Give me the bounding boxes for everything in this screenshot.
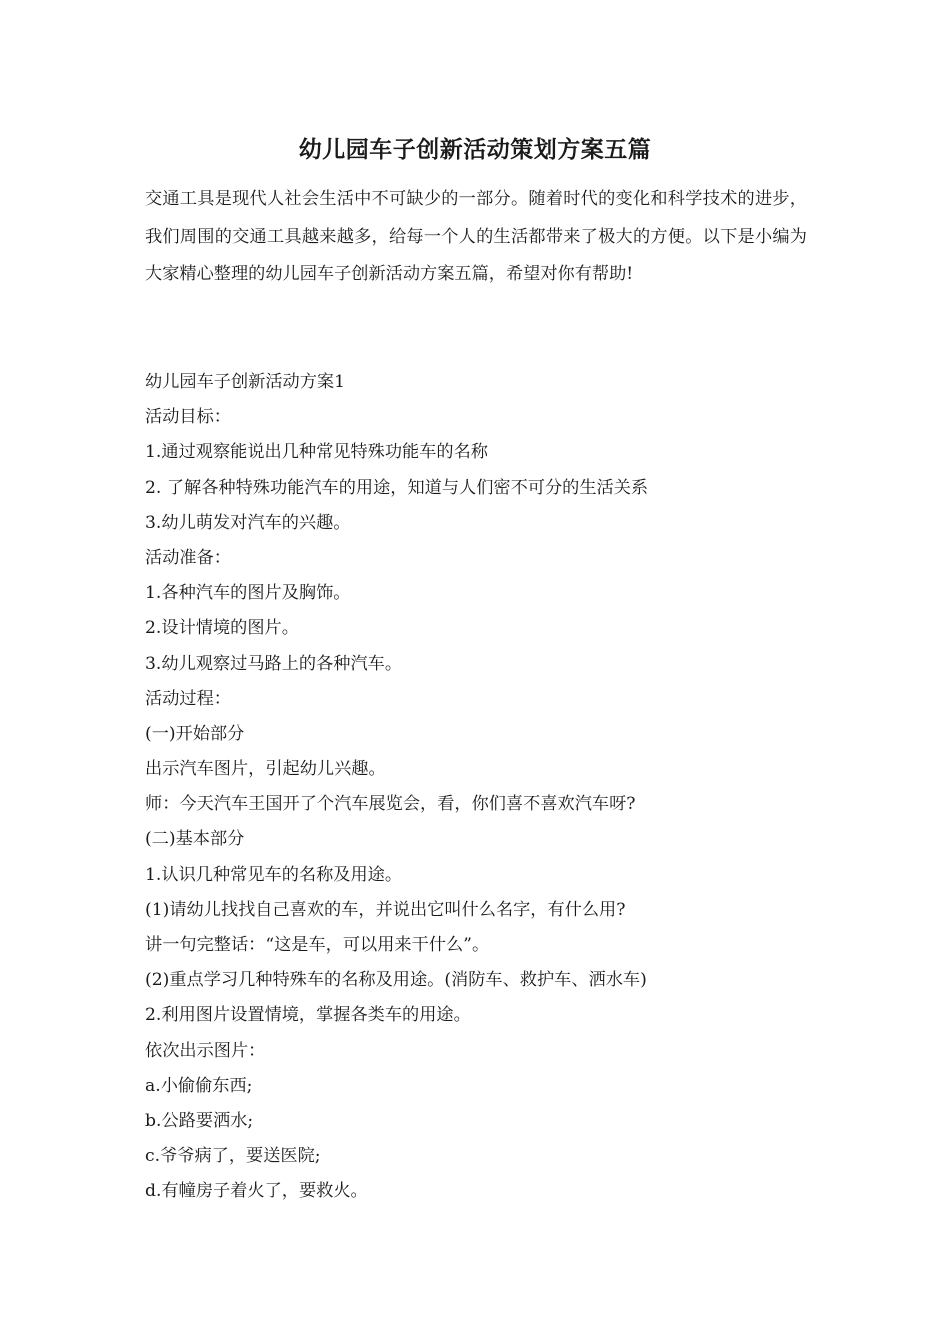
goals-heading: 活动目标： bbox=[145, 407, 231, 428]
text-line: c.爷爷病了，要送医院; bbox=[145, 1146, 321, 1167]
text-line: 1.认识几种常见车的名称及用途。 bbox=[145, 864, 403, 885]
text-line: 依次出示图片： bbox=[145, 1040, 266, 1061]
text-line: 2. 了解各种特殊功能汽车的用途，知道与人们密不可分的生活关系 bbox=[145, 477, 649, 498]
text-line: d.有幢房子着火了，要救火。 bbox=[145, 1181, 368, 1202]
text-line: a.小偷偷东西; bbox=[145, 1075, 253, 1096]
text-line: b.公路要洒水; bbox=[145, 1110, 254, 1131]
text-line: 2.设计情境的图片。 bbox=[145, 618, 299, 639]
text-line: 1.通过观察能说出几种常见特殊功能车的名称 bbox=[145, 442, 488, 463]
document-title: 幼儿园车子创新活动策划方案五篇 bbox=[298, 136, 652, 163]
text-line: 师：今天汽车王国开了个汽车展览会，看，你们喜不喜欢汽车呀? bbox=[145, 794, 636, 815]
process-heading: 活动过程： bbox=[145, 688, 231, 709]
subsection-heading: (一)开始部分 bbox=[145, 723, 245, 744]
text-line: 2.利用图片设置情境，掌握各类车的用途。 bbox=[145, 1005, 471, 1026]
document-body bbox=[145, 365, 807, 1210]
text-line: 3.幼儿萌发对汽车的兴趣。 bbox=[145, 512, 351, 533]
text-line: 出示汽车图片，引起幼儿兴趣。 bbox=[145, 759, 386, 780]
text-line: (2)重点学习几种特殊车的名称及用途。(消防车、救护车、洒水车) bbox=[145, 970, 647, 991]
text-line: 1.各种汽车的图片及胸饰。 bbox=[145, 583, 351, 604]
section-heading: 幼儿园车子创新活动方案1 bbox=[145, 372, 345, 392]
subsection-heading: (二)基本部分 bbox=[145, 829, 245, 850]
text-line: (1)请幼儿找找自己喜欢的车，并说出它叫什么名字，有什么用? bbox=[145, 899, 626, 920]
text-line: 讲一句完整话：“这是车，可以用来干什么”。 bbox=[145, 935, 490, 955]
text-line: 3.幼儿观察过马路上的各种汽车。 bbox=[145, 653, 403, 674]
intro-paragraph: 交通工具是现代人社会生活中不可缺少的一部分。随着时代的变化和科学技术的进步，我们周围的交通工具越来越多，给每一个人的生活都带来了极大的方便。以下是小编为大家精心整理的幼儿园车子创新活动方案五篇，希望对你有帮助! bbox=[145, 189, 807, 284]
preparation-heading: 活动准备： bbox=[145, 547, 231, 568]
